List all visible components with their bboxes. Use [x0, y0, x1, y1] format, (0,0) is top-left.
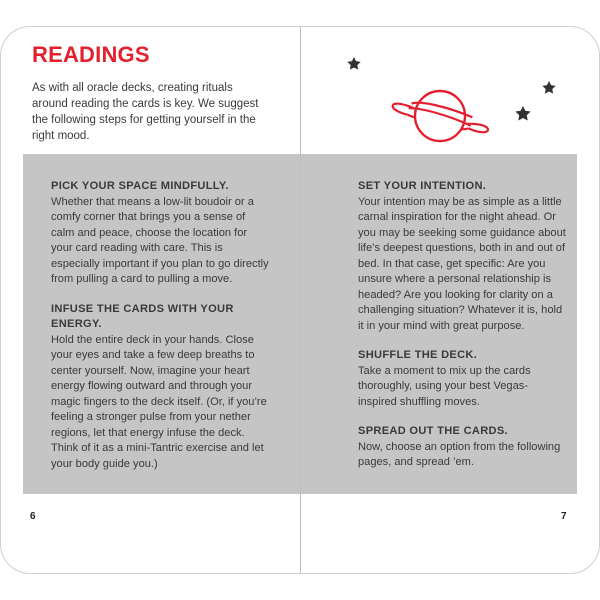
step-body: Take a moment to mix up the cards thoroughly, using your best Vegas-inspired shuffling moves. [358, 364, 531, 408]
step-body: Hold the entire deck in your hands. Close your eyes and take a few deep breaths to center yourself. Now, imagine your heart energy flowing outward and through your magic fingers to the deck itself. (Or, if you’re feeling a stronger pulse from your nether regions, let that energy infuse the deck. Think of it as a mini-Tantric exercise and let your body guide you.) [51, 333, 267, 470]
space-illustration [340, 46, 570, 166]
step-section [51, 302, 271, 473]
step-heading: SET YOUR INTENTION. [358, 180, 487, 192]
page-title: READINGS [32, 42, 150, 67]
step-heading: SHUFFLE THE DECK. [358, 349, 478, 361]
star-icon [515, 106, 530, 120]
step-body: Now, choose an option from the following pages, and spread ’em. [358, 440, 561, 468]
step-heading: PICK YOUR SPACE MINDFULLY. [51, 180, 229, 192]
step-body: Your intention may be as simple as a little carnal inspiration for the night ahead. Or you may be seeking some guidance about life’s deepest questions, both in and out of bed. In that case, get specific: Are you unsure where a personal relationship is headed? Are you looking for clarity on a challenging situation? Whatever it is, hold it in your mind with great purpose. [358, 195, 566, 332]
right-steps [358, 179, 566, 485]
page-number-left: 6 [30, 511, 36, 522]
step-body: Whether that means a low-lit boudoir or a comfy corner that brings you a sense of calm and peace, choose the location for your card reading with care. This is especially important if you plan to go directly from pulling a card to pulling a move. [51, 195, 269, 285]
step-section [358, 348, 566, 410]
intro-paragraph: As with all oracle decks, creating rituals around reading the cards is key. We suggest the following steps for getting yourself in the right mood. [32, 82, 259, 142]
planet-icon [393, 91, 488, 141]
star-icon [542, 81, 555, 94]
step-section [51, 179, 271, 288]
page-number-right: 7 [561, 511, 567, 522]
step-heading: INFUSE THE CARDS WITH YOUR ENERGY. [51, 302, 234, 330]
left-steps [51, 179, 271, 486]
star-icon [347, 57, 360, 70]
step-section [358, 424, 566, 471]
step-section [358, 179, 566, 334]
step-heading: SPREAD OUT THE CARDS. [358, 425, 508, 437]
